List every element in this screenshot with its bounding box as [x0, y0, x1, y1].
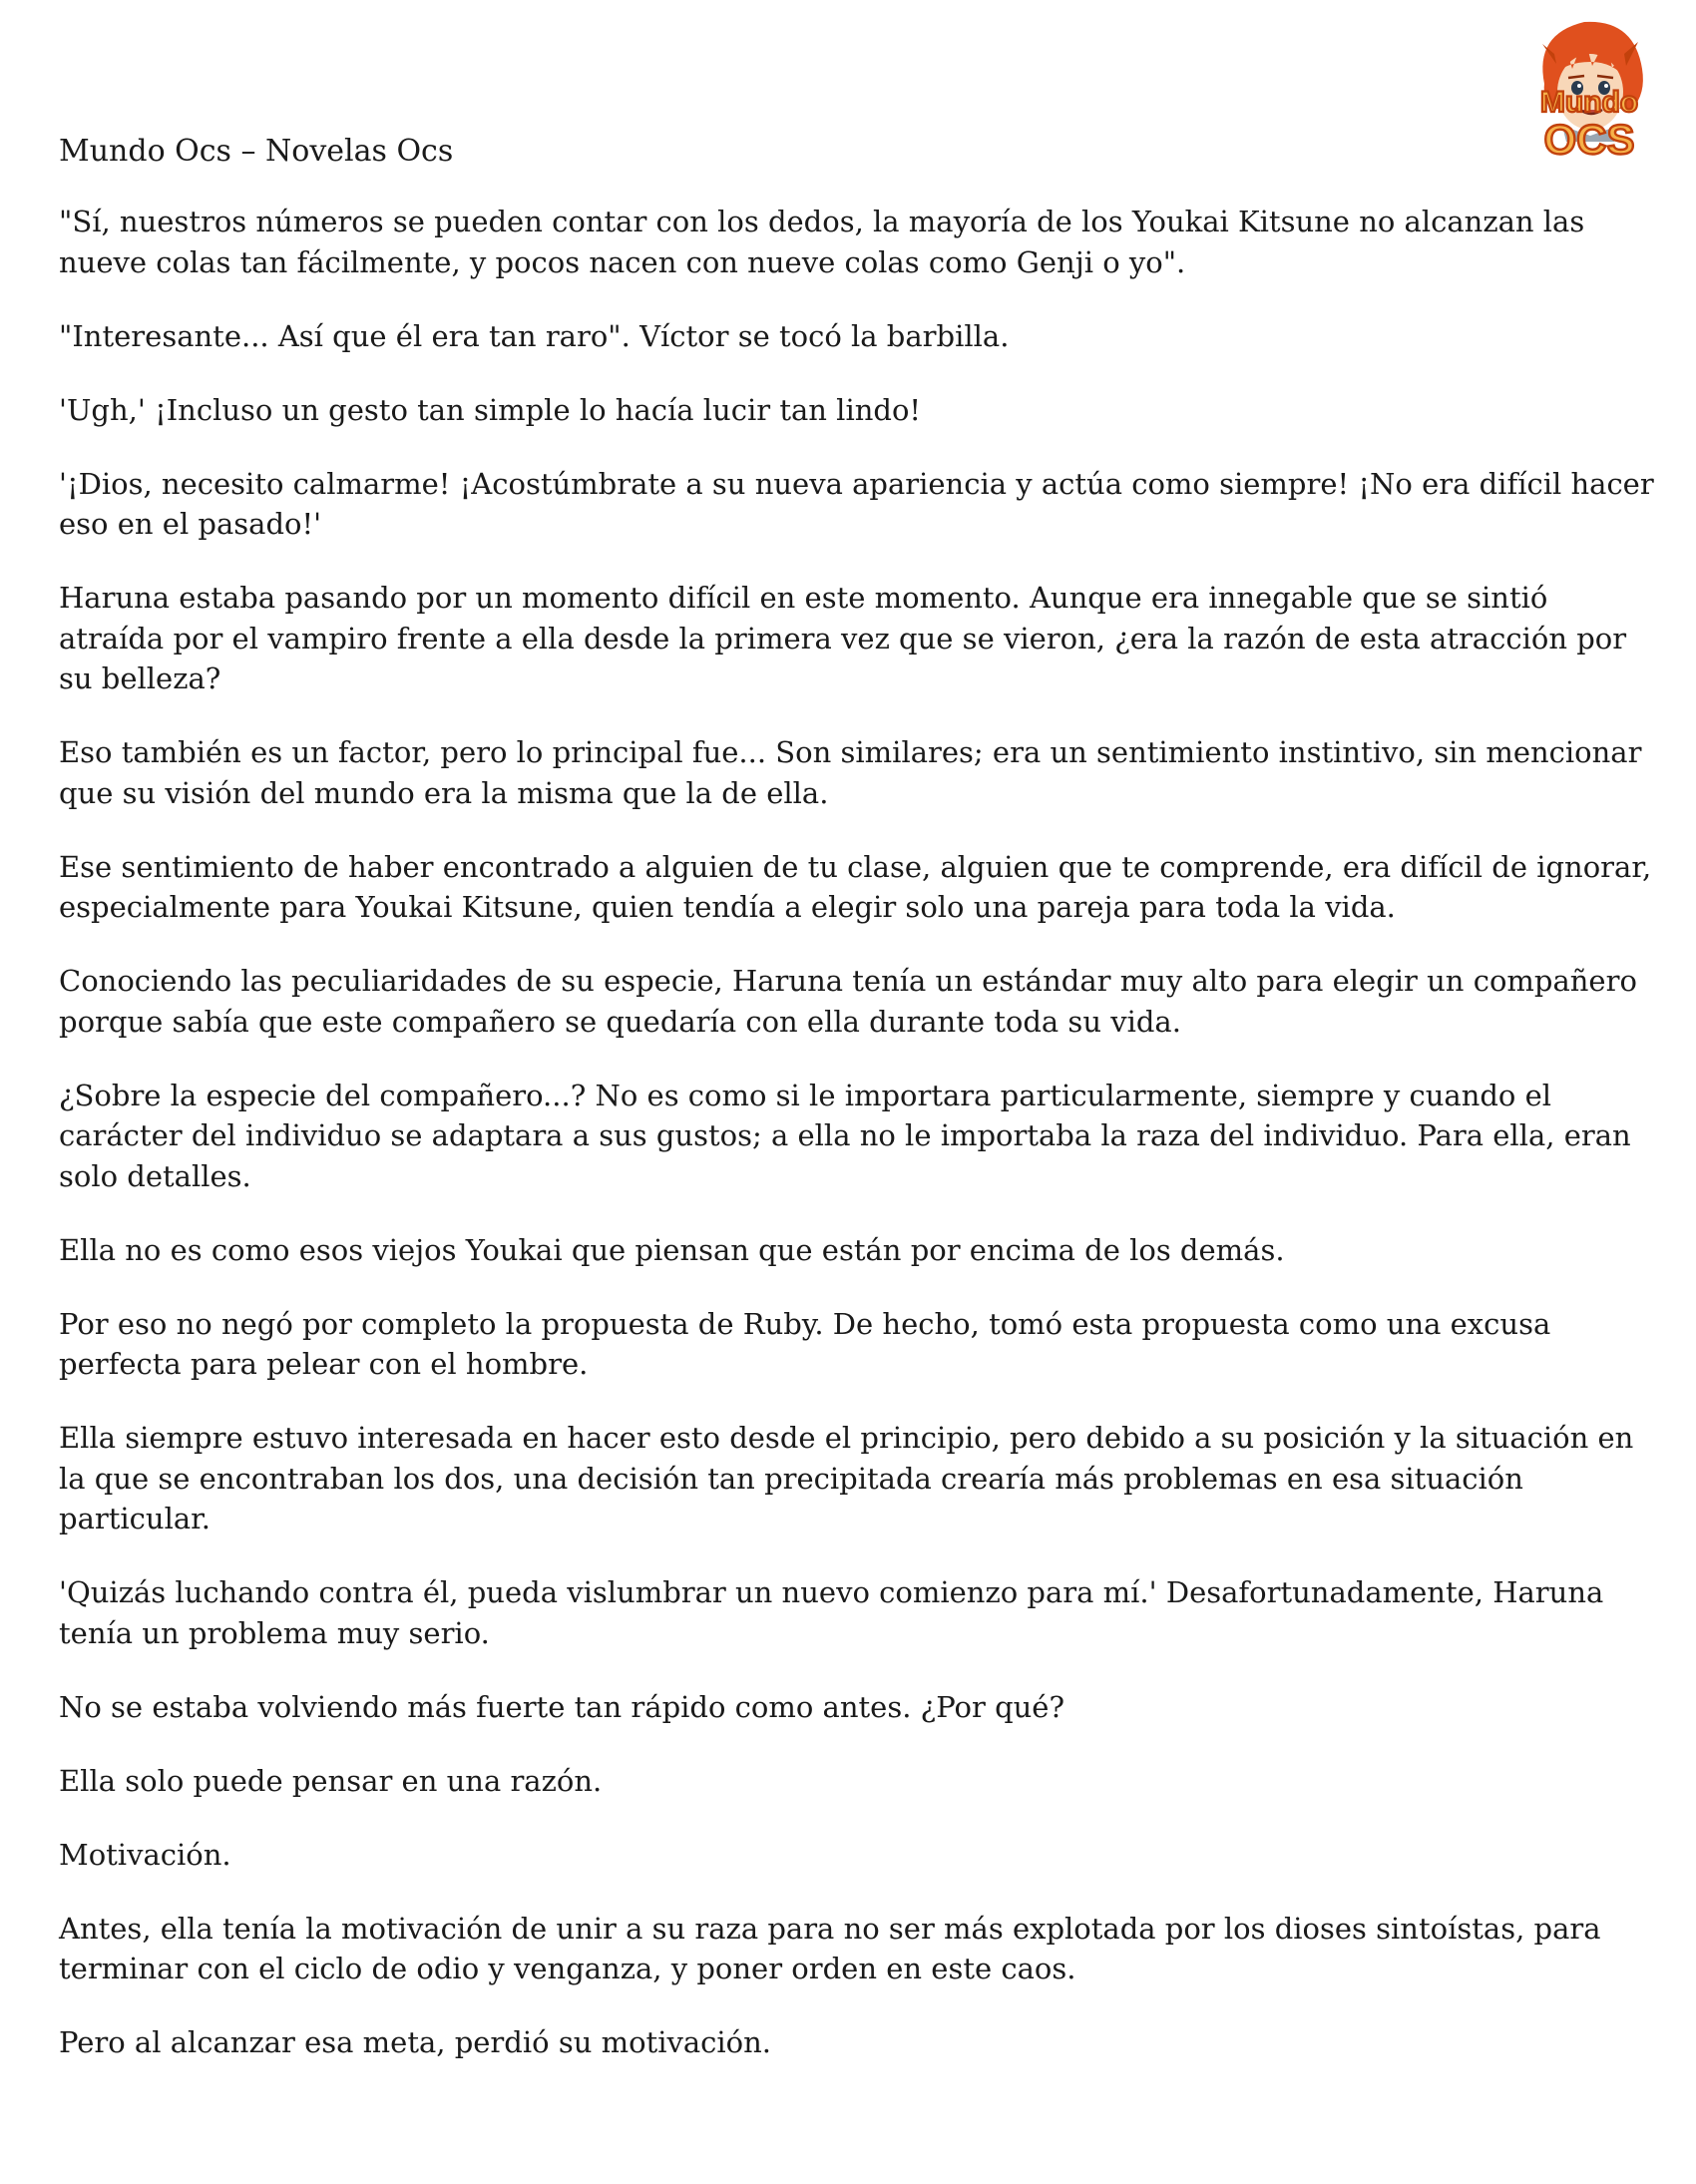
paragraph: 'Ugh,' ¡Incluso un gesto tan simple lo hacía lucir tan lindo!: [59, 392, 922, 427]
paragraph: Conociendo las peculiaridades de su especie, Haruna tenía un estándar muy alto para elegir un compañero porque sabía que este compañero se quedaría con ella durante toda su vida.: [59, 964, 1637, 1039]
paragraph: Ese sentimiento de haber encontrado a alguien de tu clase, alguien que te comprende, era difícil de ignorar, especialmente para Youkai Kitsune, quien tendía a elegir solo una pareja para toda la vida.: [59, 849, 1652, 924]
paragraph: Ella solo puede pensar en una razón.: [59, 1763, 603, 1798]
svg-text:Mundo: Mundo: [1539, 86, 1639, 119]
story-body: [59, 202, 1655, 2096]
paragraph: Antes, ella tenía la motivación de unir a su raza para no ser más explotada por los dioses sintoístas, para terminar con el ciclo de odio y venganza, y poner orden en este caos.: [59, 1911, 1601, 1985]
page-header: Mundo Ocs – Novelas Ocs: [59, 134, 454, 169]
paragraph: Motivación.: [59, 1837, 231, 1872]
paragraph: Haruna estaba pasando por un momento difícil en este momento. Aunque era innegable que se sintió atraída por el vampiro frente a ella desde la primera vez que se vieron, ¿era la razón de esta atracción por su belleza?: [59, 581, 1627, 695]
paragraph: ¿Sobre la especie del compañero...? No es como si le importara particularmente, siempre y cuando el carácter del individuo se adaptara a sus gustos; a ella no le importaba la raza del individuo. Para ella, eran solo detalles.: [59, 1078, 1631, 1193]
paragraph: "Sí, nuestros números se pueden contar con los dedos, la mayoría de los Youkai Kitsune no alcanzan las nueve colas tan fácilmente, y pocos nacen con nueve colas como Genji o yo".: [59, 205, 1585, 279]
paragraph: 'Quizás luchando contra él, pueda vislumbrar un nuevo comienzo para mí.' Desafortunadamente, Haruna tenía un problema muy serio.: [59, 1575, 1604, 1650]
paragraph: Eso también es un factor, pero lo principal fue... Son similares; era un sentimiento instintivo, sin mencionar que su visión del mundo era la misma que la de ella.: [59, 735, 1642, 810]
paragraph: No se estaba volviendo más fuerte tan rápido como antes. ¿Por qué?: [59, 1689, 1065, 1724]
paragraph: Por eso no negó por completo la propuesta de Ruby. De hecho, tomó esta propuesta como una excusa perfecta para pelear con el hombre.: [59, 1306, 1551, 1381]
paragraph: Pero al alcanzar esa meta, perdió su motivación.: [59, 2025, 772, 2059]
mundo-ocs-logo: [1514, 14, 1664, 174]
svg-text:OCS: OCS: [1543, 116, 1635, 163]
paragraph: Ella no es como esos viejos Youkai que piensan que están por encima de los demás.: [59, 1232, 1285, 1267]
anime-character-logo-icon: [1514, 14, 1664, 174]
paragraph: Ella siempre estuvo interesada en hacer esto desde el principio, pero debido a su posición y la situación en la que se encontraban los dos, una decisión tan precipitada crearía más problemas en esa situación particular.: [59, 1421, 1634, 1535]
paragraph: '¡Dios, necesito calmarme! ¡Acostúmbrate a su nueva apariencia y actúa como siempre! ¡No era difícil hacer eso en el pasado!': [59, 466, 1654, 541]
paragraph: "Interesante... Así que él era tan raro". Víctor se tocó la barbilla.: [59, 318, 1010, 353]
